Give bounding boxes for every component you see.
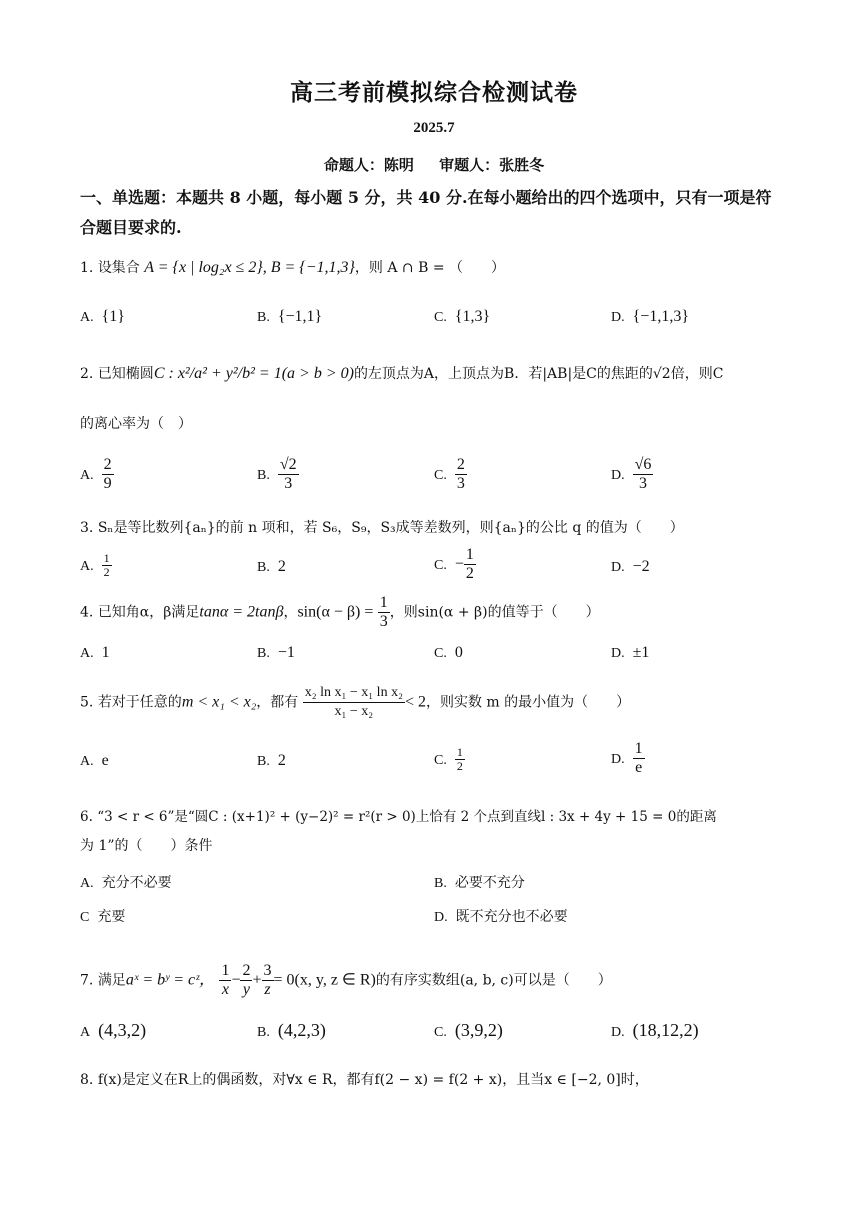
question-1-option-c[interactable]: C. {1,3}: [434, 308, 491, 325]
exam-authors: [0, 154, 868, 175]
question-2-stem: 2. 已知椭圆C : x²/a² + y²/b² = 1(a > b > 0)的左顶点为A，上顶点为B．若|AB|是C的焦距的√2倍，则C: [80, 365, 724, 382]
question-5-option-a[interactable]: A. e: [80, 752, 109, 769]
question-2-option-d[interactable]: D. $\frac{√6}{3}$: [611, 456, 652, 492]
question-7-option-a[interactable]: A (4,3,2): [80, 1020, 147, 1040]
question-6-option-b[interactable]: B. 必要不充分: [434, 875, 525, 891]
question-1-stem: 1. 设集合 A = {x | log₂x ≤ 2}, B = {−1,1,3}，则 A ∩ B = （ ）: [80, 259, 506, 276]
question-3-option-a[interactable]: A. $\frac{1}{2}$: [80, 551, 110, 579]
question-1-option-b[interactable]: B. {−1,1}: [257, 308, 323, 325]
question-6-option-a[interactable]: A. 充分不必要: [80, 875, 172, 891]
question-2-option-a[interactable]: A. $\frac{2}{9}$: [80, 456, 112, 492]
question-5-option-b[interactable]: B. 2: [257, 752, 286, 769]
exam-title: 高三考前模拟综合检测试卷: [290, 79, 578, 106]
question-5-option-c[interactable]: C. $\frac{1}{2}$: [434, 745, 463, 773]
question-7-option-d[interactable]: D. (18,12,2): [611, 1020, 699, 1040]
question-4-option-d[interactable]: D. ±1: [611, 644, 650, 661]
question-6-option-d[interactable]: D. 既不充分也不必要: [434, 909, 568, 925]
question-7-option-b[interactable]: B. (4,2,3): [257, 1020, 326, 1040]
question-3-stem: 3. Sₙ是等比数列{aₙ}的前 n 项和，若 S₆，S₉，S₃成等差数列，则{aₙ}的公比 q 的值为（ ）: [80, 520, 684, 536]
question-3-option-d[interactable]: D. −2: [611, 558, 650, 575]
question-6-option-c[interactable]: C 充要: [80, 909, 126, 925]
reviewer-label: 审题人：张胜冬: [439, 156, 545, 174]
question-3-option-b[interactable]: B. 2: [257, 558, 286, 575]
question-4-option-b[interactable]: B. −1: [257, 644, 295, 661]
question-2-option-c[interactable]: C. $\frac{2}{3}$: [434, 456, 465, 492]
question-5-option-d[interactable]: D. $\frac{1}{e}$: [611, 740, 643, 776]
question-4-option-c[interactable]: C. 0: [434, 644, 463, 661]
exam-date: 2025.7: [413, 120, 455, 136]
question-7-option-c[interactable]: C. (3,9,2): [434, 1020, 503, 1040]
question-6-stem: 6. “3 < r < 6”是“圆C : (x+1)² + (y−2)² = r²(r > 0)上恰有 2 个点到直线l : 3x + 4y + 15 = 0的距离: [80, 809, 717, 825]
question-4-option-a[interactable]: A. 1: [80, 644, 110, 661]
question-2-option-b[interactable]: B. $\frac{√2}{3}$: [257, 456, 297, 492]
question-3-option-c[interactable]: C. − $\frac{1}{2}$: [434, 546, 474, 582]
question-8-stem: 8. f(x)是定义在R上的偶函数，对∀x ∈ R，都有f(2 − x) = f(2 + x)，且当x ∈ [−2, 0]时，: [80, 1072, 649, 1088]
question-2-stem-line2: 的离心率为（ ）: [80, 416, 192, 432]
section-heading: 一、单选题：本题共 8 小题，每小题 5 分，共 40 分.在每小题给出的四个选项中，只有一项是符合题目要求的.: [80, 188, 772, 237]
question-4-stem: 4. 已知角α，β满足tanα = 2tanβ，sin(α − β) = $\frac{1}{3}$ ，则sin(α + β)的值等于（ ）: [80, 594, 600, 630]
question-6-stem-line2: 为 1”的（ ）条件: [80, 838, 213, 854]
question-5-stem: 5. 若对于任意的m < x₁ < x₂，都有 $\frac{\text{x₂ ln x₁ − x₁ ln x₂}}{\text{x₁ − x₂}}$ < 2，则实数 m 的最小值为（ ）: [80, 685, 631, 719]
question-1-option-a[interactable]: A. {1}: [80, 308, 125, 325]
setter-label: 命题人：陈明: [323, 156, 414, 174]
question-7-stem: 7. 满足aˣ = bʸ = cᶻ， $\frac{1}{x}$ − $\frac{2}{y}$ + $\frac{3}{z}$ = 0(x, y, z ∈ R)的有序实数组(a, b, c)可以是（ ）: [80, 962, 612, 998]
question-1-option-d[interactable]: D. {−1,1,3}: [611, 308, 690, 325]
